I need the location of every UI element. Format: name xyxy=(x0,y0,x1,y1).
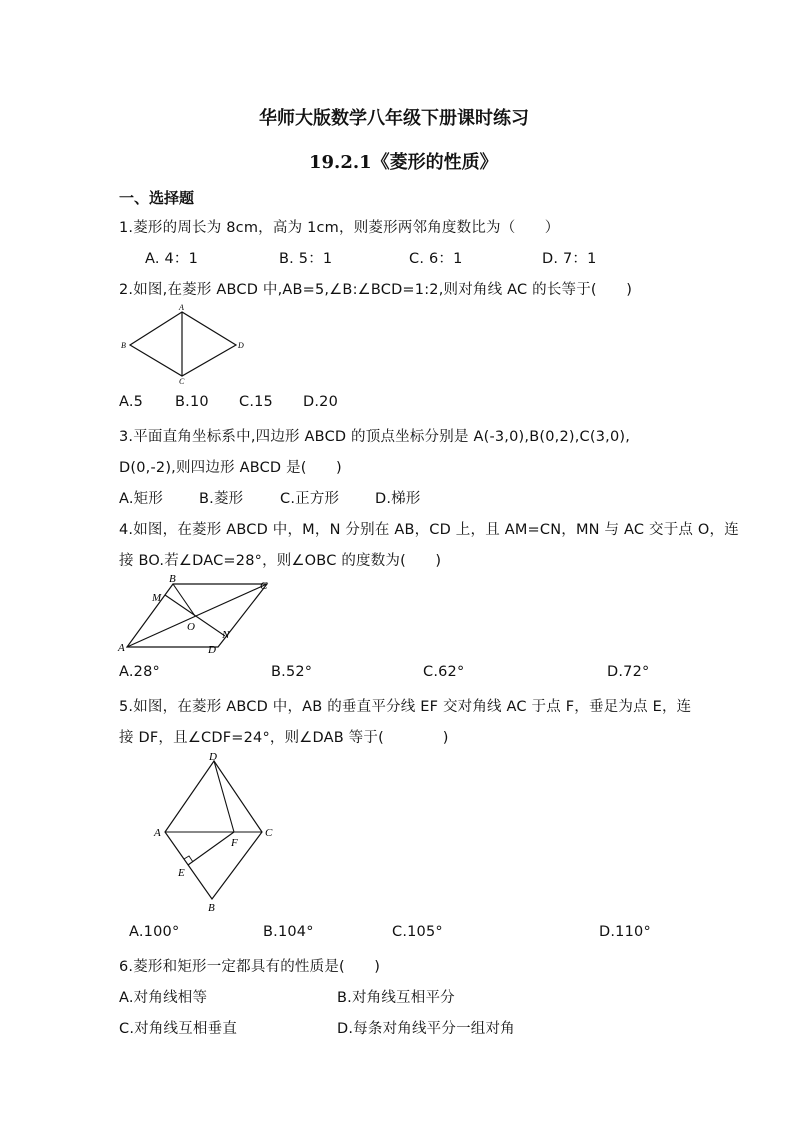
question-3-option-c: C.正方形 xyxy=(280,491,340,507)
question-3-option-b: B.菱形 xyxy=(199,491,244,507)
point-label-o: O xyxy=(187,621,195,633)
vertex-label-d: D xyxy=(238,341,244,350)
rhombus-abcd-outline xyxy=(130,312,236,376)
point-label-e: E xyxy=(178,867,185,879)
question-4-option-c: C.62° xyxy=(423,664,465,680)
question-2-option-c: C.15 xyxy=(239,394,273,410)
question-6-option-d: D.每条对角线平分一组对角 xyxy=(337,1021,515,1037)
vertex-label-c: C xyxy=(265,827,273,839)
vertex-label-d: D xyxy=(208,644,216,656)
page-title: 华师大版数学八年级下册课时练习 xyxy=(259,108,529,129)
vertex-label-b: B xyxy=(121,341,126,350)
segment-ef xyxy=(188,832,234,865)
vertex-label-a: A xyxy=(154,827,161,839)
segment-bo xyxy=(173,584,195,616)
question-3-option-d: D.梯形 xyxy=(375,491,421,507)
question-3-stem-line-1: 3.平面直角坐标系中,四边形 ABCD 的顶点坐标分别是 A(-3,0),B(0,2),C(3,0), xyxy=(119,429,631,445)
question-4-stem-line-1: 4.如图，在菱形 ABCD 中，M，N 分别在 AB，CD 上，且 AM=CN，MN 与 AC 交于点 O，连 xyxy=(119,522,739,538)
question-1-stem: 1.菱形的周长为 8cm，高为 1cm，则菱形两邻角度数比为（ ） xyxy=(119,220,560,236)
section-heading: 一、选择题 xyxy=(119,189,195,207)
vertex-label-a: A xyxy=(118,642,125,654)
question-6-option-a: A.对角线相等 xyxy=(119,990,208,1006)
question-1-option-a: A. 4：1 xyxy=(145,251,199,267)
question-6-stem: 6.菱形和矩形一定都具有的性质是( ) xyxy=(119,959,381,975)
point-label-m: M xyxy=(152,592,162,604)
vertex-label-c: C xyxy=(179,377,185,386)
question-4-option-a: A.28° xyxy=(119,664,160,680)
question-5-stem-line-2: 接 DF，且∠CDF=24°，则∠DAB 等于( ) xyxy=(119,730,449,746)
question-4-option-d: D.72° xyxy=(607,664,650,680)
question-4-option-b: B.52° xyxy=(271,664,313,680)
vertex-label-d: D xyxy=(209,751,217,763)
question-2-option-a: A.5 xyxy=(119,394,144,410)
page-subtitle: 19.2.1《菱形的性质》 xyxy=(309,152,498,173)
vertex-label-b: B xyxy=(169,573,176,585)
question-5-option-a: A.100° xyxy=(129,924,180,940)
question-4-stem-line-2: 接 BO.若∠DAC=28°，则∠OBC 的度数为( ) xyxy=(119,553,442,569)
question-6-option-c: C.对角线互相垂直 xyxy=(119,1021,238,1037)
question-6-option-b: B.对角线互相平分 xyxy=(337,990,455,1006)
question-5-option-b: B.104° xyxy=(263,924,314,940)
question-5-option-c: C.105° xyxy=(392,924,443,940)
question-5-stem-line-1: 5.如图，在菱形 ABCD 中，AB 的垂直平分线 EF 交对角线 AC 于点 F，垂足为点 E，连 xyxy=(119,699,692,715)
segment-df xyxy=(214,761,234,832)
question-2-stem: 2.如图,在菱形 ABCD 中,AB=5,∠B:∠BCD=1:2,则对角线 AC 的长等于( ) xyxy=(119,282,633,298)
question-5-rhombus-figure xyxy=(145,750,280,915)
point-label-n: N xyxy=(222,629,230,641)
point-label-f: F xyxy=(231,837,238,849)
question-3-option-a: A.矩形 xyxy=(119,491,164,507)
question-1-option-b: B. 5：1 xyxy=(279,251,333,267)
question-2-option-b: B.10 xyxy=(175,394,209,410)
question-1-option-c: C. 6：1 xyxy=(409,251,463,267)
question-4-rhombus-figure xyxy=(115,572,275,658)
question-2-option-d: D.20 xyxy=(303,394,339,410)
question-5-option-d: D.110° xyxy=(599,924,651,940)
question-3-stem-line-2: D(0,-2),则四边形 ABCD 是( ) xyxy=(119,460,342,476)
question-2-rhombus-figure xyxy=(115,302,250,387)
diagonal-ac xyxy=(127,584,267,647)
vertex-label-b: B xyxy=(208,902,215,914)
question-1-option-d: D. 7：1 xyxy=(542,251,597,267)
vertex-label-c: C xyxy=(260,580,268,592)
vertex-label-a: A xyxy=(179,303,184,312)
